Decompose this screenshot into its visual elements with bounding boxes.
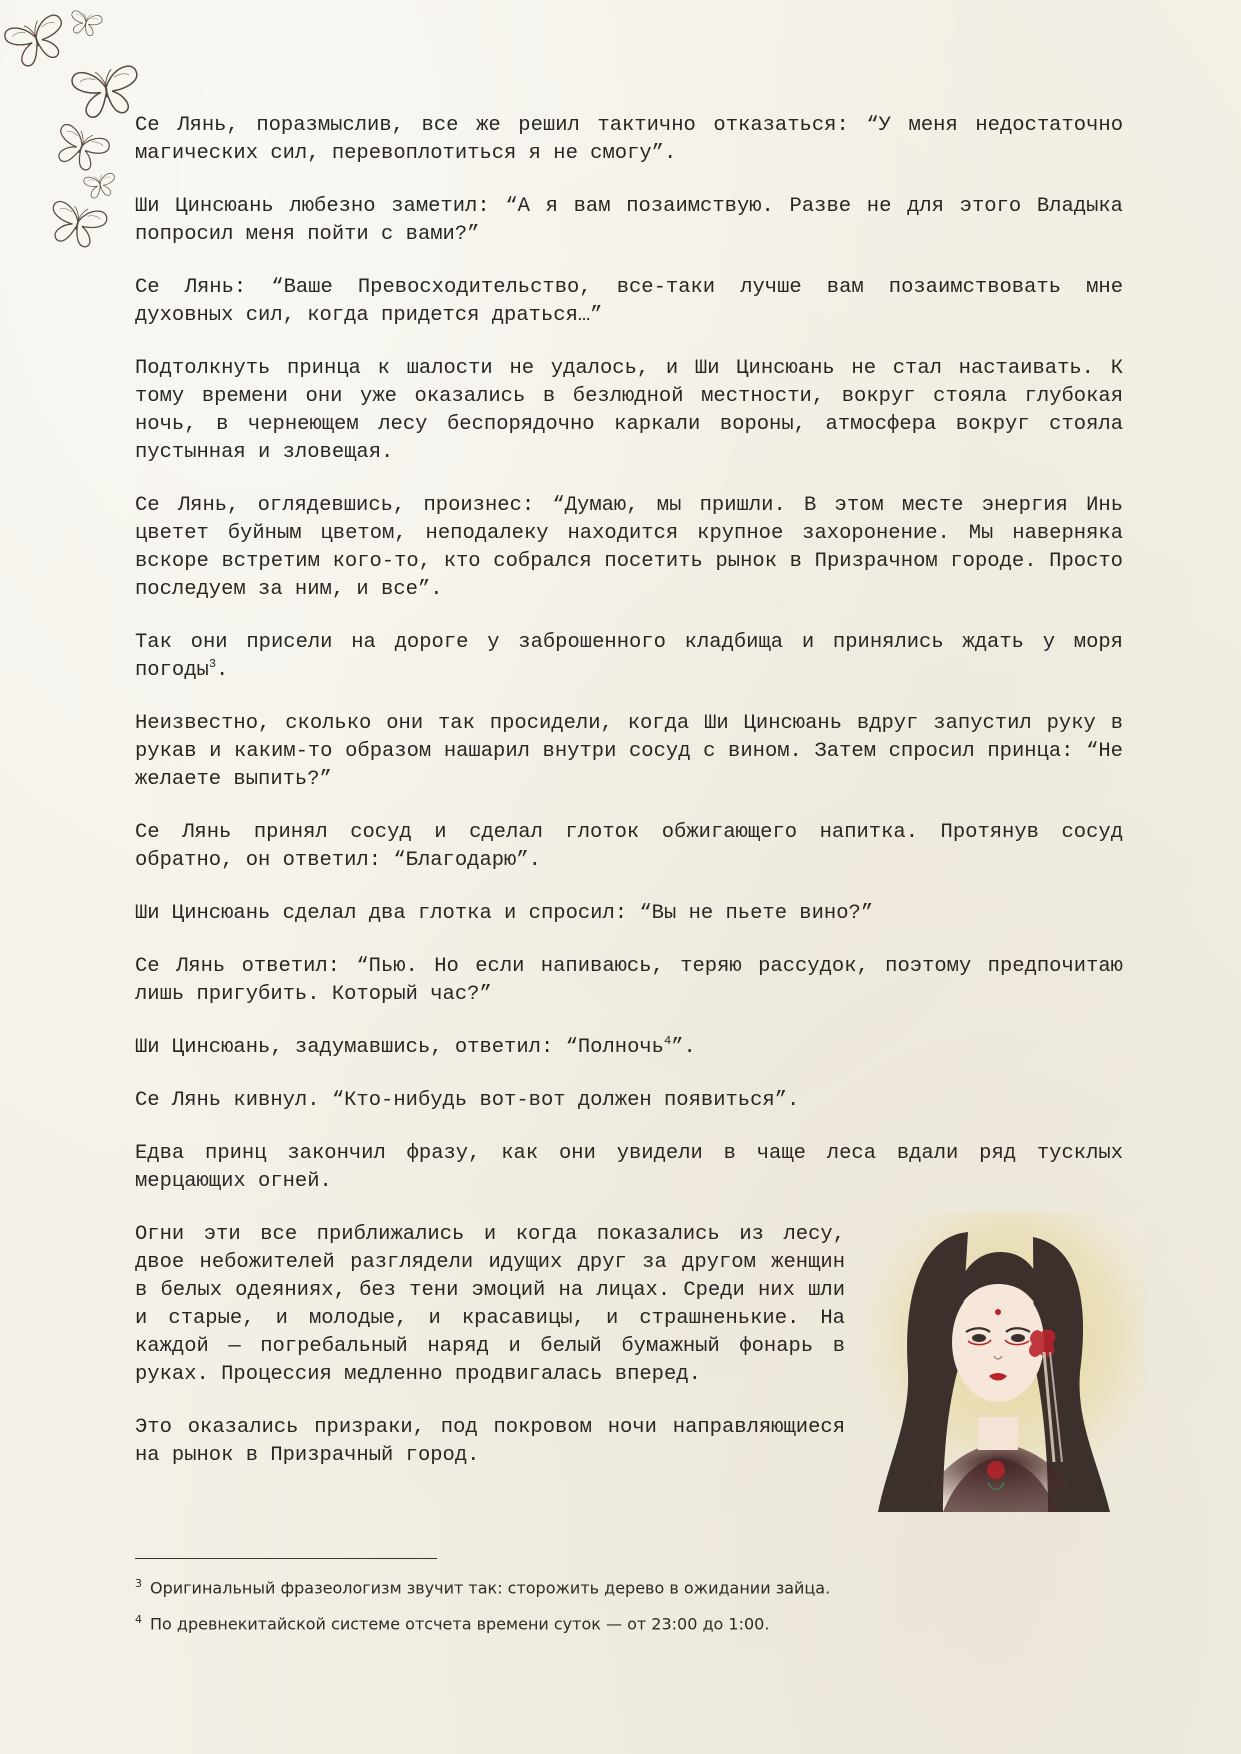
paragraph-text: Неизвестно, сколько они так просидели, когда Ши Цинсюань вдруг запустил руку в рукав и каким-то образом нашарил внутри сосуд с вином. Затем спросил принца: “Не желаете выпить?” [135,712,1123,791]
paragraph [135,274,1123,330]
paragraph [135,953,1123,1009]
paragraph-text: Это оказались призраки, под покровом ночи направляющиеся на рынок в Призрачный город. [135,1416,845,1467]
footnote-ref[interactable]: 4 [664,1034,672,1049]
paragraph-text: Ши Цинсюань любезно заметил: “А я вам позаимствую. Разве не для этого Владыка попросил меня пойти с вами?” [135,195,1123,246]
footnote-text: Оригинальный фразеологизм звучит так: сторожить дерево в ожидании зайца. [150,1578,831,1598]
paragraph-text: Се Лянь принял сосуд и сделал глоток обжигающего напитка. Протянув сосуд обратно, он ответил: “Благодарю”. [135,821,1123,872]
paragraph [135,710,1123,794]
paragraph [135,900,1123,928]
paragraph-text: Се Лянь кивнул. “Кто-нибудь вот-вот должен появиться”. [135,1089,800,1112]
paragraph-text: Ши Цинсюань, задумавшись, ответил: “Полночь [135,1036,664,1059]
paragraph-tail: . [216,659,229,682]
paragraph-text: Огни эти все приближались и когда показались из лесу, двое небожителей разглядели идущих друг за другом женщин в белых одеяниях, без тени эмоций на лицах. Среди них шли и старые, и молодые, и красавицы, и страшненькие. На каждой — погребальный наряд и белый бумажный фонарь в руках. Процессия медленно продвигалась вперед. [135,1223,845,1386]
footnotes [135,1573,1115,1646]
footnote-divider [135,1558,437,1559]
footnote [135,1609,1115,1635]
footnote-text: По древнекитайской системе отсчета времени суток — от 23:00 до 1:00. [150,1614,770,1634]
paragraph [135,1221,845,1389]
paragraph [135,819,1123,875]
paragraph [135,355,1123,467]
paragraph [135,629,1123,685]
paragraph [135,1034,1123,1062]
paragraph-text: Едва принц закончил фразу, как они увидели в чаще леса вдали ряд тусклых мерцающих огней. [135,1142,1123,1193]
portrait-illustration [848,1212,1146,1520]
footnote-mark: 4 [135,1613,142,1627]
butterflies-icon [0,0,150,260]
paragraph-text: Подтолкнуть принца к шалости не удалось, и Ши Цинсюань не стал настаивать. К тому времени они уже оказались в безлюдной местности, вокруг стояла глубокая ночь, в чернеющем лесу беспорядочно каркали вороны, атмосфера вокруг стояла пустынная и зловещая. [135,357,1123,464]
paragraph-text: Се Лянь, оглядевшись, произнес: “Думаю, мы пришли. В этом месте энергия Инь цветет буйным цветом, неподалеку находится крупное захоронение. Мы наверняка вскоре встретим кого-то, кто собрался посетить рынок в Призрачном городе. Просто последуем за ним, и все”. [135,494,1123,601]
paragraph-text: Се Лянь: “Ваше Превосходительство, все-таки лучше вам позаимствовать мне духовных сил, когда придется драться…” [135,276,1123,327]
paragraph-text: Се Лянь ответил: “Пью. Но если напиваюсь, теряю рассудок, поэтому предпочитаю лишь пригубить. Который час?” [135,955,1123,1006]
paragraph [135,193,1123,249]
paragraph [135,1087,1123,1115]
paragraph [135,112,1123,168]
paragraph [135,1140,1123,1196]
footnote [135,1573,1115,1599]
footnote-ref[interactable]: 3 [208,657,217,672]
paragraph-tail: ”. [671,1036,696,1059]
paragraph-text: Так они присели на дороге у заброшенного кладбища и принялись ждать у моря погоды [135,631,1123,682]
footnote-mark: 3 [135,1577,142,1590]
paragraph [135,492,1123,604]
paragraph-text: Се Лянь, поразмыслив, все же решил тактично отказаться: “У меня недостаточно магических сил, перевоплотиться я не смогу”. [135,114,1123,165]
paragraph [135,1414,845,1470]
paragraph-text: Ши Цинсюань сделал два глотка и спросил: “Вы не пьете вино?” [135,902,874,925]
